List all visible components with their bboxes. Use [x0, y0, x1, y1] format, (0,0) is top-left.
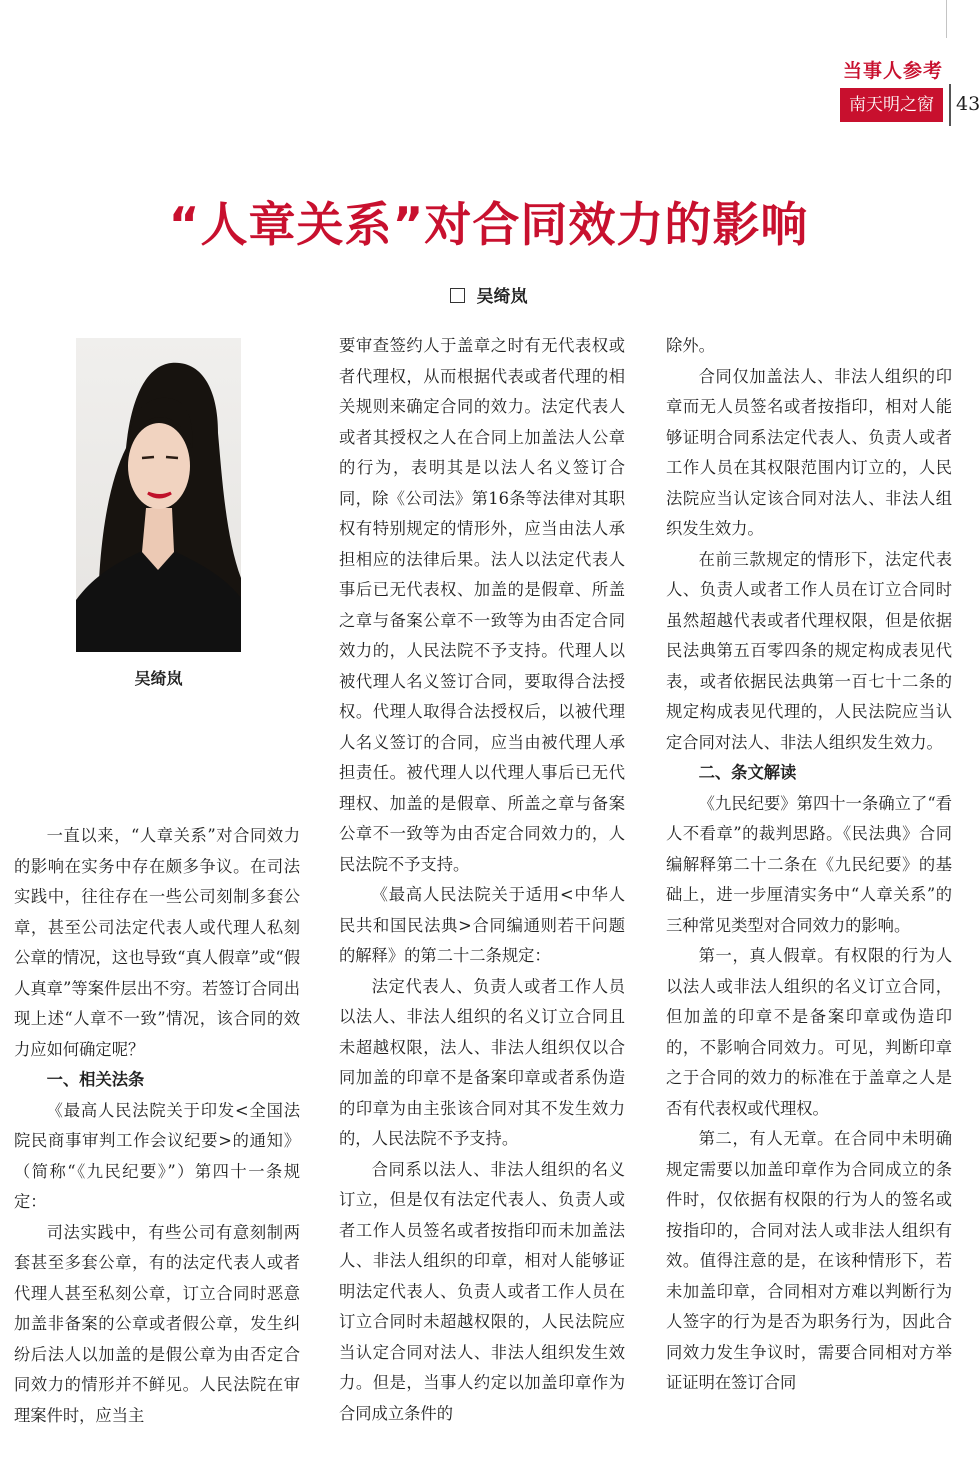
page-number-separator — [949, 84, 951, 126]
byline — [0, 282, 977, 307]
paragraph: 在前三款规定的情形下，法定代表人、负责人或者工作人员在订立合同时虽然超越代表或者代理权限，但是依据民法典第五百零四条的规定构成表见代表，或者依据民法典第一百七十二条的规定构成表见代理的，人民法院应当认定合同对法人、非法人组织发生效力。 — [666, 549, 952, 752]
photo-caption: 吴绮岚 — [134, 669, 183, 688]
paragraph: 《最高人民法院关于印发<全国法院民商事审判工作会议纪要>的通知》（简称“《九民纪要》”）第四十一条规定： — [14, 1100, 300, 1211]
article-column-middle — [339, 331, 625, 1429]
paragraph: 《九民纪要》第四十一条确立了“看人不看章”的裁判思路。《民法典》合同编解释第二十二条在《九民纪要》的基础上，进一步厘清实务中“人章关系”的三种常见类型对合同效力的影响。 — [666, 793, 952, 935]
paragraph: 《最高人民法院关于适用<中华人民共和国民法典>合同编通则若干问题的解释》的第二十二条规定： — [339, 885, 625, 965]
article-column-right — [666, 331, 952, 1399]
column-badge: 南天明之窗 — [840, 88, 943, 122]
paragraph: 合同系以法人、非法人组织的名义订立，但是仅有法定代表人、负责人或者工作人员签名或者按指印而未加盖法人、非法人组织的印章，相对人能够证明法定代表人、负责人或者工作人员在订立合同时未超越权限的，人民法院应当认定合同对法人、非法人组织发生效力。但是，当事人约定以加盖印章作为合同成立条件的 — [339, 1159, 625, 1423]
paragraph: 一直以来，“人章关系”对合同效力的影响在实务中存在颇多争议。在司法实践中，往往存在一些公司刻制多套公章，甚至公司法定代表人或代理人私刻公章的情况，这也导致“真人假章”或“假人真章”等案件层出不穷。若签订合同出现上述“人章不一致”情况，该合同的效力应如何确定呢？ — [14, 826, 300, 1059]
byline-box-icon — [450, 288, 465, 303]
paragraph: 第一，真人假章。有权限的行为人以法人或非法人组织的名义订立合同，但加盖的印章不是备案印章或伪造印的，不影响合同效力。可见，判断印章之于合同的效力的标准在于盖章之人是否有代表权或代理权。 — [666, 946, 952, 1118]
paragraph-continuation: 要审查签约人于盖章之时有无代表权或者代理权，从而根据代表或者代理的相关规则来确定合同的效力。法定代表人或者其授权之人在合同上加盖法人公章的行为，表明其是以法人名义签订合同，除《公司法》第16条等法律对其职权有特别规定的情形外，应当由法人承担相应的法律后果。法人以法定代表人事后已无代表权、加盖的是假章、所盖之章与备案公章不一致等为由否定合同效力的，人民法院不予支持。代理人以被代理人名义签订合同，要取得合法授权。代理人取得合法授权后，以被代理人名义签订的合同，应当由被代理人承担责任。被代理人以代理人事后已无代理权、加盖的是假章、所盖之章与备案公章不一致等为由否定合同效力的，人民法院不予支持。 — [339, 336, 625, 874]
paragraph: 合同仅加盖法人、非法人组织的印章而无人员签名或者按指印，相对人能够证明合同系法定代表人、负责人或者工作人员在其权限范围内订立的，人民法院应当认定该合同对法人、非法人组织发生效力。 — [666, 366, 952, 538]
author-name: 吴绮岚 — [476, 287, 528, 307]
paragraph: 司法实践中，有些公司有意刻制两套甚至多套公章，有的法定代表人或者代理人甚至私刻公章，订立合同时恶意加盖非备案的公章或者假公章，发生纠纷后法人以加盖的是假公章为由否定合同效力的情形并不鲜见。人民法院在审理案件时，应当主 — [14, 1222, 300, 1425]
paragraph: 法定代表人、负责人或者工作人员以法人、非法人组织的名义订立合同且未超越权限，法人、非法人组织仅以合同加盖的印章不是备案印章或者系伪造的印章为由主张该合同对其不发生效力的，人民法院不予支持。 — [339, 976, 625, 1148]
section-heading: 一、相关法条 — [46, 1070, 145, 1089]
section-heading: 二、条文解读 — [698, 763, 797, 782]
paragraph-continuation: 除外。 — [666, 336, 715, 355]
page-number: 43 — [956, 93, 980, 115]
article-column-left — [14, 821, 300, 1431]
header-divider — [946, 0, 947, 38]
author-photo — [76, 338, 241, 652]
section-label: 当事人参考 — [842, 60, 943, 82]
author-portrait-icon — [76, 338, 241, 652]
paragraph: 第二，有人无章。在合同中未明确规定需要以加盖印章作为合同成立的条件时，仅依据有权限的行为人的签名或按指印的，合同对法人或非法人组织有效。值得注意的是，在该种情形下，若未加盖印章，合同相对方难以判断行为人签字的行为是否为职务行为，因此合同效力发生争议时，需要合同相对方举证证明在签订合同 — [666, 1129, 952, 1392]
article-title: “人章关系”对合同效力的影响 — [168, 198, 809, 253]
